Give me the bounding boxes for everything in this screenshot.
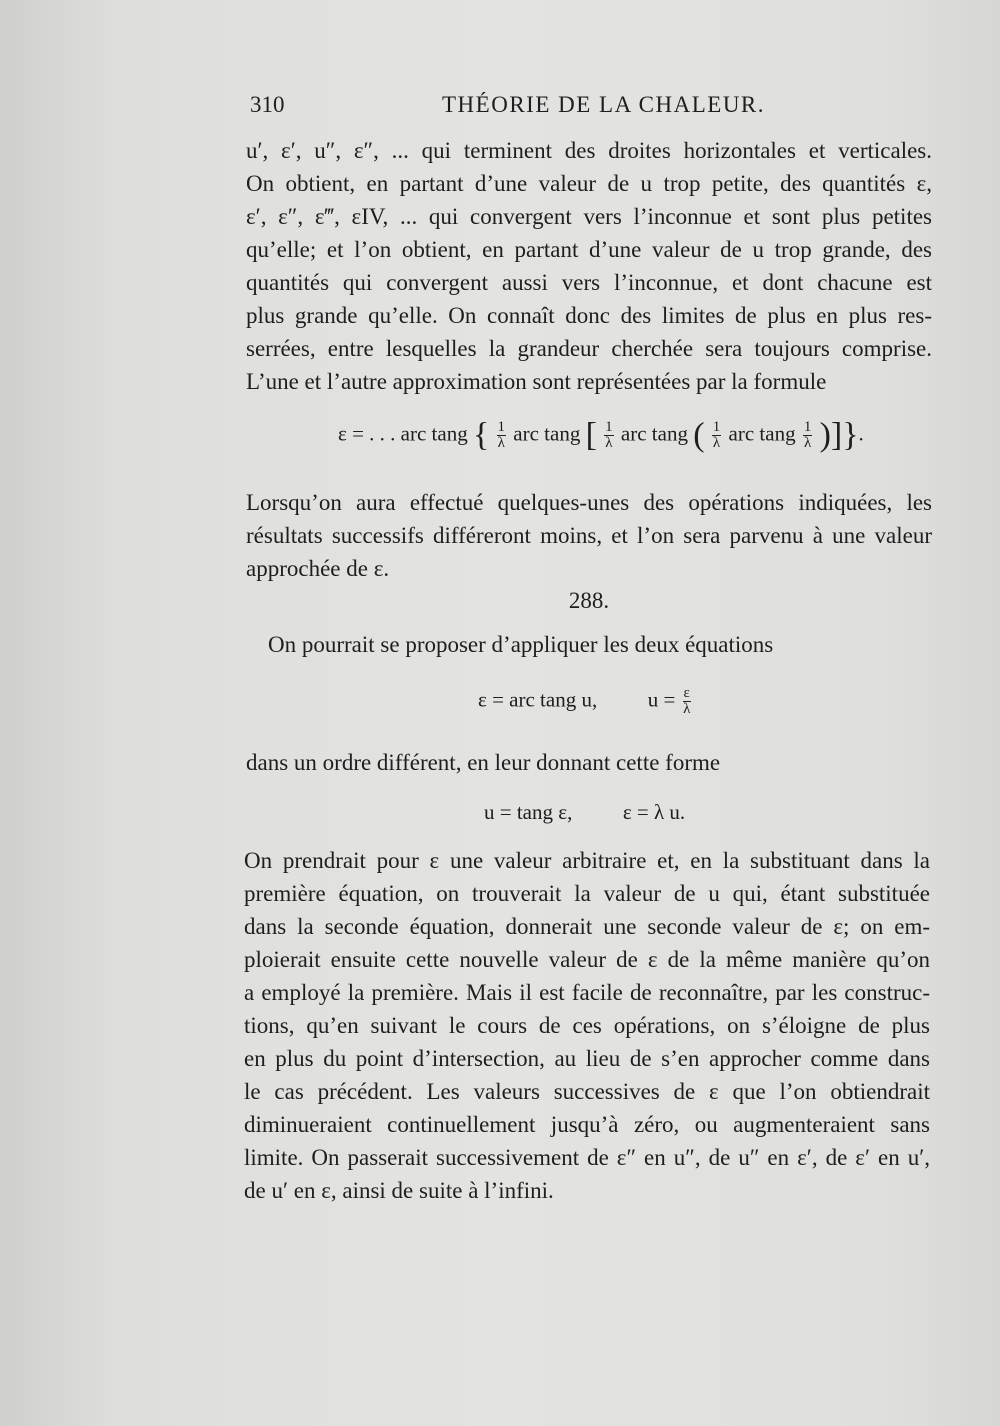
paragraph-5 xyxy=(244,844,930,1207)
text-line: u′, ε′, u″, ε″, ... qui terminent des droites horizontales et verticales. xyxy=(246,138,932,163)
formula-left: u = tang ε, xyxy=(484,800,573,824)
text-line: limite. On passerait successivement de ε″ en u″, de u″ en ε′, de ε′ en u′, xyxy=(244,1145,930,1170)
text-line: qu’elle; et l’on obtient, en partant d’une valeur de u trop grande, des xyxy=(246,237,932,262)
text-line: On pourrait se proposer d’appliquer les deux équations xyxy=(268,632,774,657)
formula-lhs: ε = . . . arc tang xyxy=(338,421,468,446)
text-line: On prendrait pour ε une valeur arbitraire et, en la substituant dans la xyxy=(244,848,930,873)
paragraph-1 xyxy=(246,134,932,398)
fraction-1-over-lambda: $\frac{1}{\lambda}$ xyxy=(605,419,613,451)
text-line: ε′, ε″, ε‴, εIV, ... qui convergent vers l’inconnue et sont plus petites xyxy=(246,204,932,229)
fraction-1-over-lambda: $\frac{1}{\lambda}$ xyxy=(497,419,506,451)
fraction-1-over-lambda: $\frac{1}{\lambda}$ xyxy=(712,419,721,451)
text-line: diminueraient continuellement jusqu’à zéro, ou augmenteraient sans xyxy=(244,1112,930,1137)
fraction-1-over-lambda: $\frac{1}{\lambda}$ xyxy=(803,419,812,451)
fraction-epsilon-over-lambda: $\frac{\varepsilon}{\lambda}$ xyxy=(683,685,691,717)
paragraph-2 xyxy=(246,486,932,585)
text-line: approchée de ε. xyxy=(246,556,390,581)
text-line: Lorsqu’on aura effectué quelques-unes des opérations indiquées, les xyxy=(246,490,932,515)
text-line: dans un ordre différent, en leur donnant cette forme xyxy=(246,750,721,775)
text-line: tions, qu’en suivant le cours de ces opérations, on s’éloigne de plus xyxy=(244,1013,930,1038)
formula-equations-pair xyxy=(478,686,693,717)
section-number: 288. xyxy=(568,588,610,613)
formula-right: ε = λ u. xyxy=(622,800,686,824)
text-line: L’une et l’autre approximation sont représentées par la formule xyxy=(246,369,827,394)
formula-right-lhs: u = xyxy=(647,687,676,712)
page-header xyxy=(250,92,940,124)
text-line: quantités qui convergent aussi vers l’inconnue, et dont chacune est xyxy=(246,270,932,295)
text-line: plus grande qu’elle. On connaît donc des limites de plus en plus res- xyxy=(246,303,932,328)
formula-inverted-pair xyxy=(484,800,685,825)
text-line: ploierait ensuite cette nouvelle valeur de ε de la même manière qu’on xyxy=(244,947,930,972)
paragraph-3 xyxy=(268,628,868,661)
text-line: première équation, on trouverait la valeur de u qui, étant substituée xyxy=(244,881,930,906)
text-line: On obtient, en partant d’une valeur de u trop petite, des quantités ε, xyxy=(246,171,932,196)
formula-arc-tang-iteration: ε = . . . arc tang { $\frac{1}{\lambda}$ arc tang [ $\frac{1}{\lambda}$ arc tang ( $\frac{1}{\lambda}$ arc tang $\frac{1}{\lambda}$ )]}. xyxy=(338,416,864,454)
formula-left: ε = arc tang u, xyxy=(478,687,598,712)
running-title: THÉORIE DE LA CHALEUR. xyxy=(442,92,766,117)
text-line: résultats successifs différeront moins, et l’on sera parvenu à une valeur xyxy=(246,523,932,548)
text-line: le cas précédent. Les valeurs successives de ε que l’on obtiendrait xyxy=(244,1079,930,1104)
page-number: 310 xyxy=(250,92,285,117)
text-line: en plus du point d’intersection, au lieu de s’en approcher comme dans xyxy=(244,1046,930,1071)
text-line: serrées, entre lesquelles la grandeur cherchée sera toujours comprise. xyxy=(246,336,932,361)
text-line: de u′ en ε, ainsi de suite à l’infini. xyxy=(244,1178,554,1203)
paragraph-4 xyxy=(246,746,932,779)
text-line: dans la seconde équation, donnerait une seconde valeur de ε; on em- xyxy=(244,914,930,939)
text-line: a employé la première. Mais il est facile de reconnaître, par les construc- xyxy=(244,980,930,1005)
